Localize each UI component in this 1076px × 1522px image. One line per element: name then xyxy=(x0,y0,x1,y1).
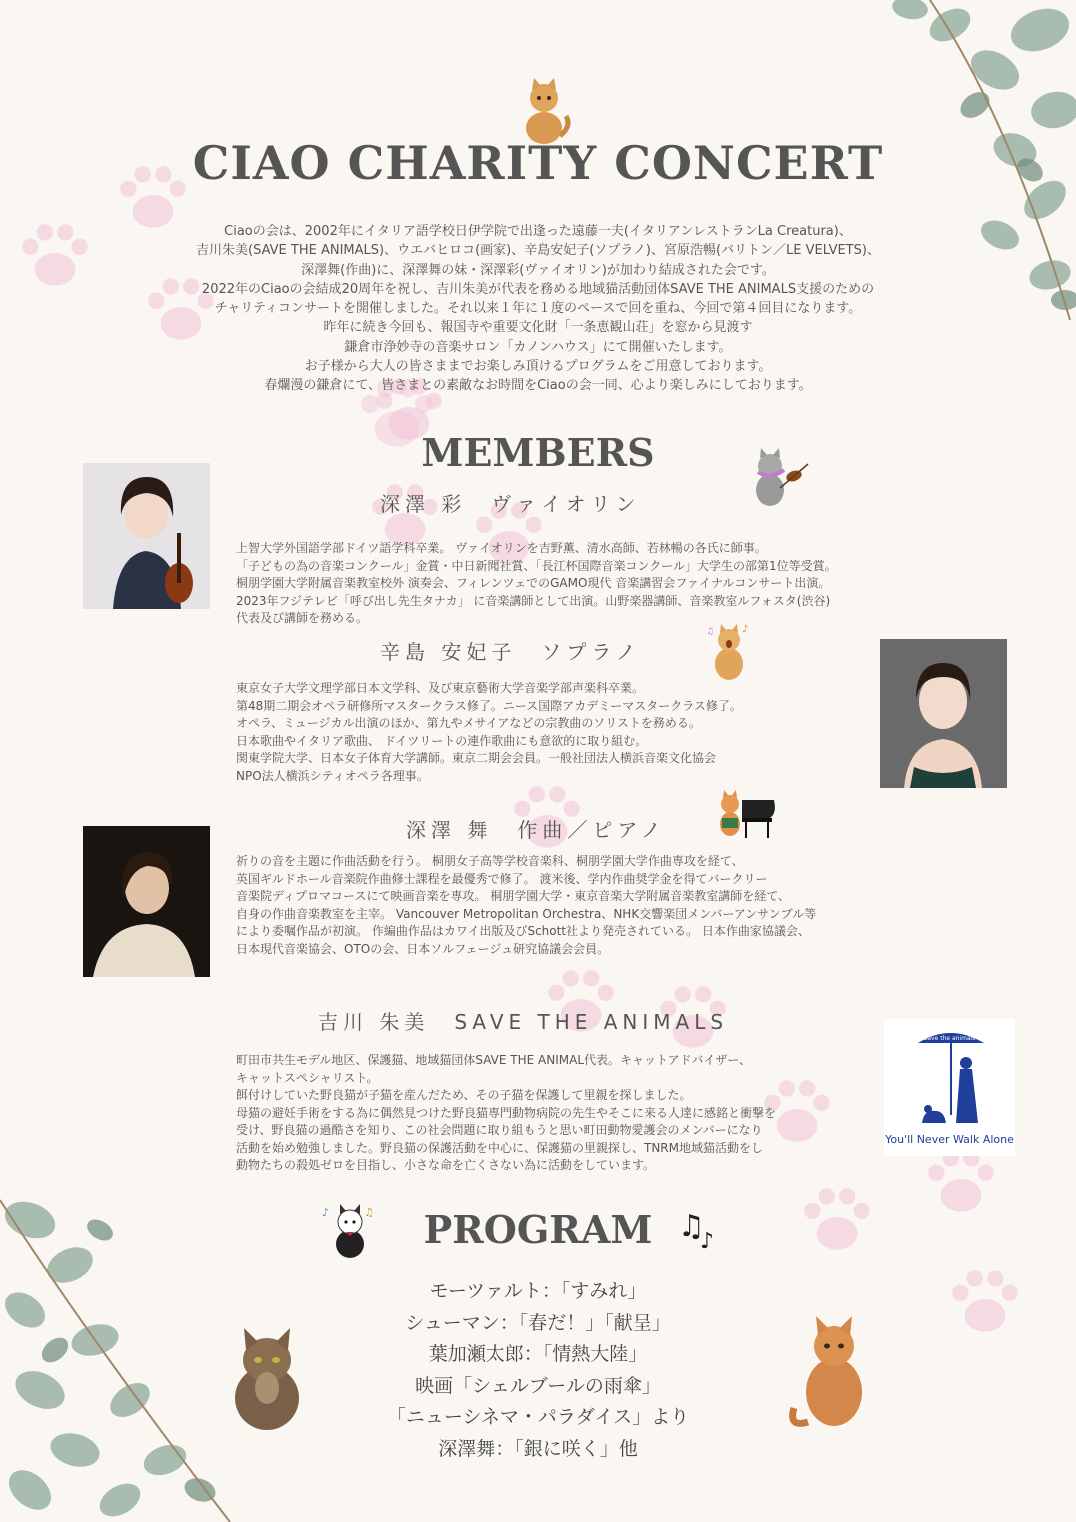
bio-line: オペラ、ミュージカル出演のほか、第九やメサイアなどの宗教曲のソリストを務める。 xyxy=(236,716,701,730)
program-item: モーツァルト：「すみれ」 xyxy=(429,1280,647,1302)
bio-line: 活動を始め勉強しました。野良猫の保護活動を中心に、保護猫の里親探し、TNRM地域猫活動をし xyxy=(236,1140,764,1155)
svg-text:♪: ♪ xyxy=(742,624,749,635)
bio-line: 日本歌曲やイタリア歌曲、 ドイツリートの連作歌曲にも意欲的に取り組む。 xyxy=(236,733,648,748)
violin-cat-illustration xyxy=(744,448,810,510)
svg-text:♪: ♪ xyxy=(700,1229,715,1252)
member-bio-save-the-animals xyxy=(236,1052,776,1175)
program-item: 「ニューシネマ・パラダイス」より xyxy=(386,1406,690,1428)
bio-line: 関東学院大学、日本女子体育大学講師。東京二期会会員。一般社団法人横浜音楽文化協会 xyxy=(236,751,717,765)
svg-text:♫: ♫ xyxy=(706,627,715,637)
intro-line: チャリティコンサートを開催しました。それ以来１年に１度のペースで回を重ね、今回で第４回目になります。 xyxy=(214,301,862,317)
member-photo-violinist xyxy=(83,463,210,609)
bio-line: 自身の作曲音楽教室を主宰。 Vancouver Metropolitan Orchestra、NHK交響楽団メンバーアンサンブル等 xyxy=(236,906,817,921)
members-heading: MEMBERS xyxy=(421,430,655,475)
program-item: 深澤舞：「銀に咲く」他 xyxy=(438,1437,638,1460)
intro-paragraph xyxy=(120,222,956,396)
intro-line: Ciaoの会は、2002年にイタリア語学校日伊学院で出逢った遠藤一夫(イタリアンレストランLa Creatura)、 xyxy=(224,224,852,239)
member-photo-soprano xyxy=(880,639,1007,788)
tabby-cat-illustration xyxy=(224,1324,310,1432)
logo-slogan: You'll Never Walk Alone xyxy=(885,1133,1014,1146)
bio-line: 英国ギルドホール音楽院作曲修士課程を最優秀で修了。 渡米後、学内作曲奨学金を得てバークリー xyxy=(236,871,768,886)
bio-line: により委嘱作品が初演。 作編曲作品はカワイ出版及びSchott社より発売されている。 日本作曲家協議会、 xyxy=(236,924,810,938)
bio-line: 音楽院ディプロマコースにて映画音楽を専攻。 桐朋学園大学・東京音楽大学附属音楽教室講師を経て、 xyxy=(236,889,791,903)
bio-line: 「子どもの為の音楽コンクール」金賞・中日新聞社賞、「長江杯国際音楽コンクール」大学生の部第1位等受賞。 xyxy=(236,558,837,573)
member-name-soprano: 辛島 安妃子 ソプラノ xyxy=(380,640,641,664)
bio-line: 餌付けしていた野良猫が子猫を産んだため、その子猫を保護して里親を探しました。 xyxy=(236,1088,692,1102)
program-list xyxy=(0,1276,1076,1465)
bio-line: 祈りの音を主題に作曲活動を行う。 桐朋女子高等学校音楽科、桐朋学園大学作曲専攻を経て、 xyxy=(236,854,744,868)
singing-cat-illustration xyxy=(704,622,754,682)
bio-line: 桐朋学園大学附属音楽教室校外 演奏会、フィレンツェでのGAMO現代 音楽講習会ファイナルコンサート出演。 xyxy=(236,576,831,590)
bio-line: 母猫の避妊手術をする為に偶然見つけた野良猫専門動物病院の先生やそこに来る人達に感銘と衝撃を xyxy=(236,1105,777,1120)
svg-text:♪: ♪ xyxy=(322,1206,330,1219)
bio-line: 東京女子大学文理学部日本文学科、及び東京藝術大学音楽学部声楽科卒業。 xyxy=(236,681,645,695)
intro-line: 鎌倉市浄妙寺の音楽サロン「カノンハウス」にて開催いたします。 xyxy=(344,339,732,355)
bio-line: 第48期二期会オペラ研修所マスタークラス修了。ニース国際アカデミーマスタークラス修了。 xyxy=(236,698,742,713)
member-name-composer: 深澤 舞 作曲／ピアノ xyxy=(406,818,666,842)
intro-line: 2022年のCiaoの会結成20周年を祝し、吉川朱美が代表を務める地域猫活動団体SAVE THE ANIMALS支援のための xyxy=(201,281,875,297)
page-title: CIAO CHARITY CONCERT xyxy=(192,136,884,190)
intro-line: 春爛漫の鎌倉にて、皆さまとの素敵なお時間をCiaoの会一同、心より楽しみにしております。 xyxy=(264,378,812,394)
piano-cat-illustration xyxy=(714,788,778,840)
intro-line: お子様から大人の皆さままでお楽しみ頂けるプログラムをご用意しております。 xyxy=(304,359,772,375)
member-photo-composer xyxy=(83,826,210,977)
bio-line: 町田市共生モデル地区、保護猫、地域猫団体SAVE THE ANIMAL代表。キャットアドバイザー、 xyxy=(236,1053,751,1067)
paw-print-decoration xyxy=(14,214,96,296)
program-item: シューマン：「春だ！」「献呈」 xyxy=(405,1311,671,1334)
bio-line: 受け、野良猫の過酷さを知り、この社会問題に取り組もうと思い町田動物愛護会のメンバーになり xyxy=(236,1123,763,1137)
member-name-save-the-animals: 吉川 朱美 SAVE THE ANIMALS xyxy=(318,1010,729,1034)
save-the-animals-logo xyxy=(884,1019,1015,1156)
orange-cat-illustration xyxy=(784,1312,876,1434)
intro-line: 吉川朱美(SAVE THE ANIMALS)、ウエバヒロコ(画家)、辛島安妃子(ソプラノ)、宮原浩暢(バリトン／LE VELVETS)、 xyxy=(196,243,880,259)
program-item: 映画「シェルブールの雨傘」 xyxy=(415,1374,661,1397)
program-item: 葉加瀬太郎：「情熱大陸」 xyxy=(428,1343,648,1365)
logo-small-text: Save the animals xyxy=(923,1035,976,1042)
bio-line: キャットスペシャリスト。 xyxy=(236,1070,379,1085)
intro-line: 深澤舞(作曲)に、深澤舞の妹・深澤彩(ヴァイオリン)が加わり結成された会です。 xyxy=(301,262,775,278)
bio-line: 上智大学外国語学部ドイツ語学科卒業。 ヴァイオリンを吉野薫、清水高師、若林暢の各氏に師事。 xyxy=(236,541,767,555)
member-bio-composer xyxy=(236,853,816,958)
member-bio-soprano xyxy=(236,680,742,785)
music-notes-icon xyxy=(676,1206,722,1252)
bio-line: NPO法人横浜シティオペラ各理事。 xyxy=(236,768,429,783)
svg-text:♫: ♫ xyxy=(364,1206,374,1219)
bio-line: 2023年フジテレビ「呼び出し先生タナカ」 に音楽講師として出演。山野楽器講師、音楽教室ルフォスタ(渋谷) xyxy=(236,593,831,608)
intro-line: 昨年に続き今回も、報国寺や重要文化財「一条恵観山荘」を窓から見渡す xyxy=(323,320,753,336)
svg-text:♫: ♫ xyxy=(678,1209,705,1244)
member-name-violinist: 深澤 彩 ヴァイオリン xyxy=(380,492,641,516)
program-heading: PROGRAM xyxy=(423,1207,653,1252)
bio-line: 代表及び講師を務める。 xyxy=(236,611,369,625)
member-bio-violinist xyxy=(236,540,837,628)
bio-line: 動物たちの殺処ゼロを目指し、小さな命を亡くさない為に活動をしています。 xyxy=(236,1158,656,1172)
bio-line: 日本現代音楽協会、OTOの会、日本ソルフェージュ研究協議会会員。 xyxy=(236,941,610,956)
